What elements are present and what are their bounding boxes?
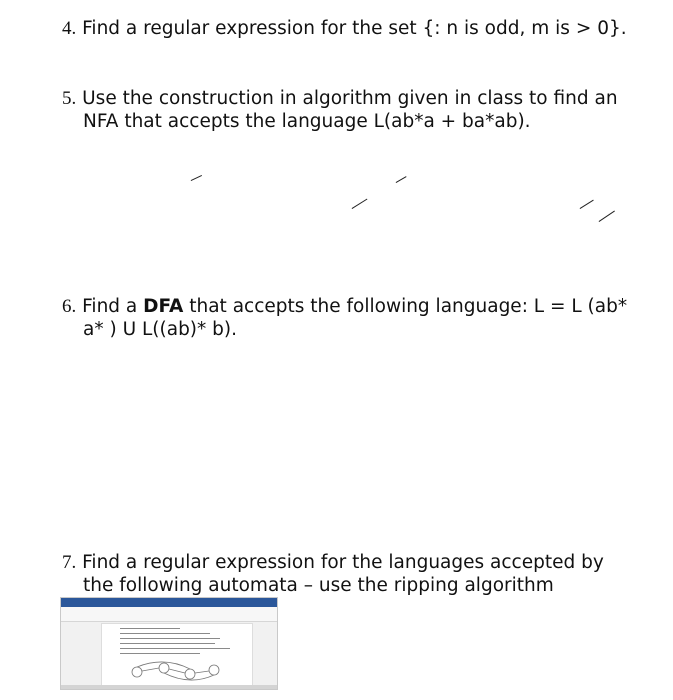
question-text: Find a regular expression for the set {: n is odd, m is > 0}. — [82, 18, 627, 39]
question-number: 5. — [62, 88, 77, 109]
question-text-line2: a* ) U L((ab)* b). — [83, 319, 237, 340]
pen-mark — [580, 200, 594, 210]
question-text-pre: Find a — [82, 296, 144, 317]
question-number: 7. — [62, 552, 77, 573]
pen-mark — [191, 175, 202, 181]
thumbnail-page — [101, 623, 253, 687]
question-text-line2: NFA that accepts the language L(ab*a + ba*ab). — [83, 111, 531, 132]
thumbnail-toolbar — [61, 607, 277, 622]
pen-mark — [352, 199, 368, 210]
question-text-line2: the following automata – use the ripping algorithm — [83, 575, 554, 596]
question-7 — [62, 551, 642, 597]
dfa-bold: DFA — [143, 296, 184, 317]
question-6 — [62, 295, 642, 341]
question-text-line1: Find a regular expression for the languages accepted by — [82, 552, 604, 573]
question-number: 4. — [62, 18, 77, 39]
question-number: 6. — [62, 296, 77, 317]
automaton-diagram-icon — [102, 656, 252, 686]
pen-mark — [599, 210, 616, 222]
question-5 — [62, 87, 642, 133]
question-text-line1: Use the construction in algorithm given in class to find an — [82, 88, 618, 109]
thumbnail-statusbar — [61, 685, 277, 689]
pen-mark — [396, 176, 407, 183]
question-4 — [62, 17, 642, 40]
automata-screenshot-thumbnail — [60, 597, 278, 690]
question-text-post: that accepts the following language: L = L (ab* — [183, 296, 628, 317]
thumbnail-ribbon — [61, 598, 277, 607]
